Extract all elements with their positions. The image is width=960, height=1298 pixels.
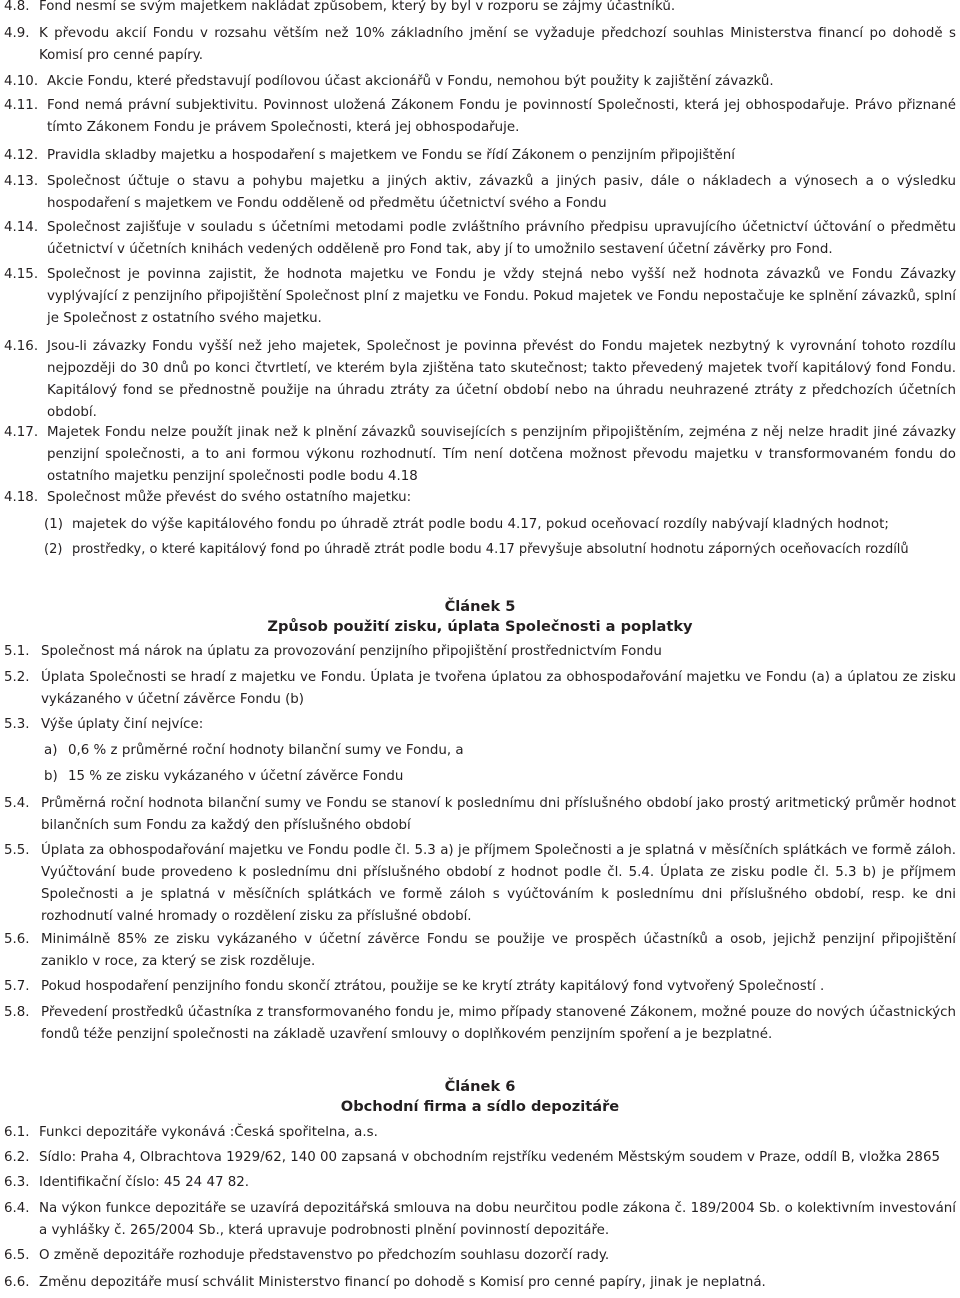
item-number: 4.18. [4,490,39,505]
list-item [4,71,956,93]
item-text: Funkci depozitáře vykonává :Česká spořitelna, a.s. [39,1125,378,1140]
sub-item-text: 0,6 % z průměrné roční hodnoty bilanční sumy ve Fondu, a [68,743,464,758]
list-item [4,1245,956,1267]
item-number: 4.15. [4,267,39,282]
item-text: Sídlo: Praha 4, Olbrachtova 1929/62, 140 00 zapsaná v obchodním rejstříku vedeném Městským soudem v Praze, oddíl B, vložka 2865 [39,1150,940,1165]
item-number: 4.16. [4,339,39,354]
item-number: 5.8. [4,1005,30,1020]
item-text: Pokud hospodaření penzijního fondu skončí ztrátou, použije se ke krytí ztráty kapitálový fond vytvořený Společností . [41,979,825,994]
item-number: 6.1. [4,1125,30,1140]
item-number: 6.6. [4,1275,30,1290]
item-number: 5.4. [4,796,30,811]
list-item [4,217,956,261]
sub-item-text: 15 % ze zisku vykázaného v účetní závěrce Fondu [68,769,404,784]
item-text: Společnost má nárok na úplatu za provozování penzijního připojištění prostřednictvím Fondu [41,644,662,659]
sub-item-text: majetek do výše kapitálového fondu po úhradě ztrát podle bodu 4.17, pokud oceňovací rozdíly nabývají kladných hodnot; [72,517,889,532]
list-item [4,0,956,18]
item-text: Na výkon funkce depozitáře se uzavírá depozitářská smlouva na dobu neurčitou podle zákona č. 189/2004 Sb. o kolektivním investování a vyhlášky č. 265/2004 Sb., která upravuje podrobnosti plnění povinností depozitáře. [39,1201,956,1238]
item-text: Úplata Společnosti se hradí z majetku ve Fondu. Úplata je tvořena úplatou za obhospodařování majetku ve Fondu (a) a úplatou ze zisku vykázaného v účetní závěrce Fondu (b) [41,670,956,707]
item-number: 4.9. [4,26,30,41]
item-text: K převodu akcií Fondu v rozsahu větším než 10% základního jmění se vyžaduje předchozí souhlas Ministerstva financí po dohodě s Komisí pro cenné papíry. [39,26,956,63]
list-item [4,422,956,488]
item-number: 6.4. [4,1201,30,1216]
item-text: Výše úplaty činí nejvíce: [41,717,204,732]
sub-item-text: prostředky, o které kapitálový fond po úhradě ztrát podle bodu 4.17 převyšuje absolutní hodnotu záporných oceňovacích rozdílů [72,542,909,557]
sub-item-number: b) [44,769,58,784]
item-number: 5.5. [4,843,30,858]
item-number: 5.2. [4,670,30,685]
list-item [4,23,956,67]
sub-item [4,740,956,762]
list-item [4,1272,956,1294]
item-number: 4.12. [4,148,39,163]
item-number: 6.5. [4,1248,30,1263]
item-text: Identifikační číslo: 45 24 47 82. [39,1175,250,1190]
list-item [4,1147,956,1169]
list-item [4,487,956,509]
item-text: Společnost je povinna zajistit, že hodnota majetku ve Fondu je vždy stejná nebo vyšší než hodnota závazků ve Fondu Závazky vyplývající z penzijního připojištění Společnost plní z majetku ve Fondu. Pokud majetek ve Fondu nepostačuje ke splnění závazků, splní je Společnost z ostatního svého majetku. [47,267,956,326]
list-item [4,264,956,330]
item-number: 6.3. [4,1175,30,1190]
sub-item [4,514,956,536]
list-item [4,929,956,973]
item-text: Průměrná roční hodnota bilanční sumy ve Fondu se stanoví k poslednímu dni příslušného období jako prostý aritmetický průměr hodnot bilančních sum Fondu za každý den příslušného období [41,796,956,833]
list-item [4,1002,956,1046]
sub-item-number: a) [44,743,58,758]
item-text: Fond nemá právní subjektivitu. Povinnost uložená Zákonem Fondu je povinností Společnosti, která jej obhospodařuje. Právo přiznané tímto Zákonem Fondu je právem Společnosti, která jej obhospodařuje. [47,98,956,135]
list-item [4,667,956,711]
item-number: 5.7. [4,979,30,994]
item-text: Společnost zajišťuje v souladu s účetními metodami podle zvláštního právního předpisu upravujícího účetnictví účtování o předmětu účetnictví v účetních knihách vedených odděleně pro Fond tak, aby jí to umožnilo sestavení účetní závěrky pro Fond. [47,220,956,257]
item-text: Pravidla skladby majetku a hospodaření s majetkem ve Fondu se řídí Zákonem o penzijním připojištění [47,148,735,163]
sub-item [4,539,956,561]
item-text: Převedení prostředků účastníka z transformovaného fondu je, mimo případy stanovené Zákonem, možné pouze do nových účastnických fondů téže penzijní společnosti na základě uzavření smlouvy o doplňkovém penzijním spoření a je bezplatné. [41,1005,956,1042]
item-number: 5.6. [4,932,30,947]
item-text: Společnost účtuje o stavu a pohybu majetku a jiných aktiv, závazků a jiných pasiv, dále o nákladech a výnosech a o výsledku hospodaření s majetkem ve Fondu odděleně od předmětu účetnictví svého a Fondu [47,174,956,211]
item-number: 5.3. [4,717,30,732]
list-item [4,840,956,928]
item-text: Změnu depozitáře musí schválit Ministerstvo financí po dohodě s Komisí pro cenné papíry, jinak je neplatná. [39,1275,766,1290]
item-number: 4.10. [4,74,39,89]
item-number: 4.17. [4,425,39,440]
list-item [4,1122,956,1144]
article-heading: Článek 6 [444,1078,516,1095]
list-item [4,95,956,139]
item-text: Společnost může převést do svého ostatního majetku: [47,490,412,505]
item-text: Úplata za obhospodařování majetku ve Fondu podle čl. 5.3 a) je příjmem Společnosti a je splatná v měsíčních splátkách ve formě záloh. Vyúčtování bude provedeno k poslednímu dni příslušného období z hodnot podle čl. 5.4. Úplata ze zisku podle čl. 5.3 b) je příjmem Společnosti a je splatná v měsíčních splátkách ve formě záloh s vyúčtováním k poslednímu dni příslušného období, resp. ke dni rozhodnutí valné hromady o rozdělení zisku za příslušné období. [41,843,956,924]
article-heading: Článek 5 [444,598,516,615]
article-subheading: Způsob použití zisku, úplata Společnosti a poplatky [267,618,693,635]
item-number: 4.14. [4,220,39,235]
item-number: 4.13. [4,174,39,189]
sub-item-number: (2) [44,542,63,557]
item-number: 5.1. [4,644,30,659]
article-subheading: Obchodní firma a sídlo depozitáře [340,1098,620,1115]
list-item [4,1172,956,1194]
item-number: 4.11. [4,98,39,113]
item-text: Akcie Fondu, které představují podílovou účast akcionářů v Fondu, nemohou být použity k zajištění závazků. [47,74,774,89]
list-item [4,976,956,998]
list-item [4,171,956,215]
item-text: Majetek Fondu nelze použít jinak než k plnění závazků souvisejících s penzijním připojištěním, zejména z něj nelze hradit jiné závazky penzijní společnosti, a to ani formou výkonu rozhodnutí. Tím není dotčena možnost převodu majetku v transformovaném fondu do ostatního majetku penzijní společnosti podle bodu 4.18 [47,425,956,484]
sub-item-number: (1) [44,517,63,532]
list-item [4,336,956,424]
item-number: 4.8. [4,0,30,14]
item-text: Jsou-li závazky Fondu vyšší než jeho majetek, Společnost je povinna převést do Fondu majetek nezbytný k vyrovnání tohoto rozdílu nejpozději do 30 dnů po konci čtvrtletí, ve kterém byla zjištěna tato skutečnost; takto převedený majetek tvoří kapitálový fond Fondu. Kapitálový fond se přednostně použije na úhradu ztráty za účetní období nebo na úhradu neuhrazené ztráty z předchozích účetních období. [47,339,956,420]
sub-item [4,766,956,788]
item-text: O změně depozitáře rozhoduje představenstvo po předchozím souhlasu dozorčí rady. [39,1248,610,1263]
list-item [4,641,956,663]
list-item [4,145,956,167]
list-item [4,793,956,837]
list-item [4,1198,956,1242]
list-item [4,714,956,736]
item-text: Fond nesmí se svým majetkem nakládat způsobem, který by byl v rozporu se zájmy účastníků. [39,0,676,14]
item-number: 6.2. [4,1150,30,1165]
item-text: Minimálně 85% ze zisku vykázaného v účetní závěrce Fondu se použije ve prospěch účastníků a osob, jejichž penzijní připojištění zaniklo v roce, za který se zisk rozděluje. [41,932,956,969]
